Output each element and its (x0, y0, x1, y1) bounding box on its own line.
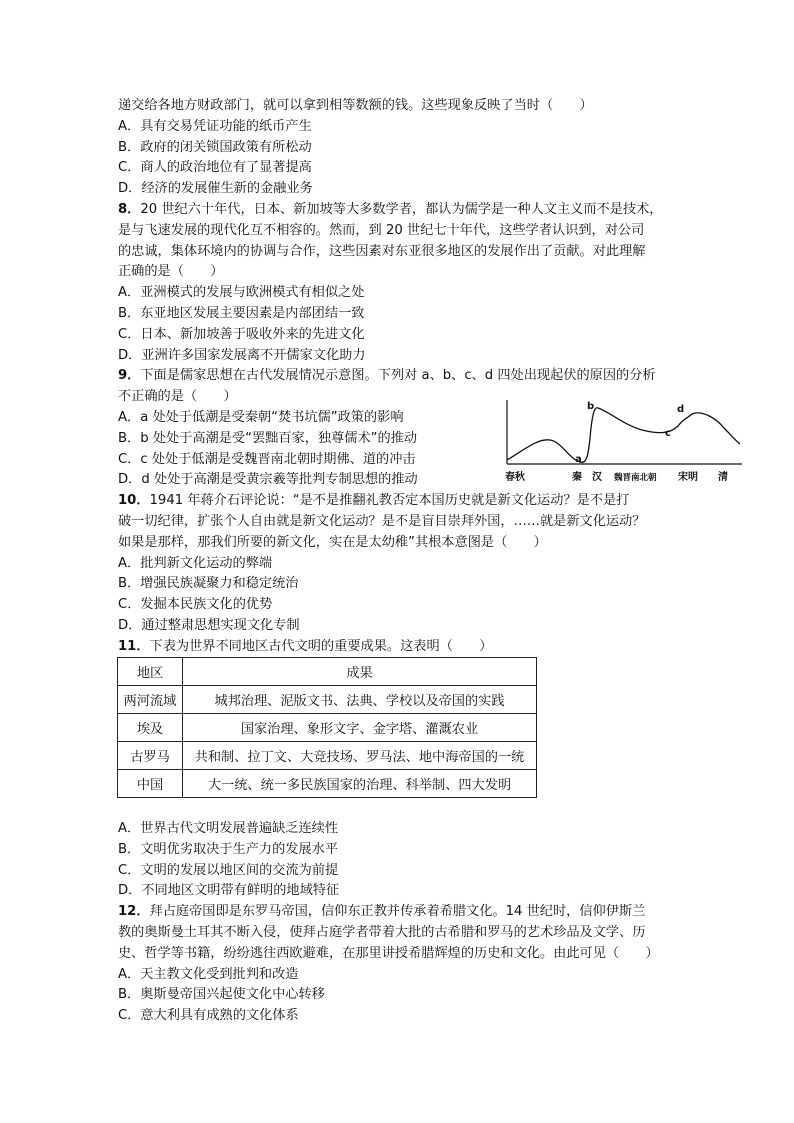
civilization-table (117, 657, 537, 798)
q8-option-c: C．日本、新加坡善于吸收外来的先进文化 (118, 326, 365, 342)
q9-stem-text-1: 下面是儒家思想在古代发展情况示意图。下列对 a、b、c、d 四处出现起伏的原因的分析 (140, 368, 656, 384)
q10-stem-line-2: 破一切纪律，扩张个人自由就是新文化运动？是不是盲目崇拜外国，……就是新文化运动？ (118, 513, 646, 529)
q12-option-a: A．天主教文化受到批判和改造 (118, 966, 299, 982)
chart-point-b: b (587, 401, 595, 412)
q8-stem-line-4: 正确的是（ ） (118, 264, 224, 280)
table-cell-region: 埃及 (118, 714, 183, 742)
table-cell-region: 中国 (118, 770, 183, 798)
q8-number: 8． (118, 201, 141, 217)
table-header-achievement: 成果 (183, 658, 537, 686)
q7-option-d: D．经济的发展催生新的金融业务 (118, 181, 313, 197)
chart-trend-curve (507, 408, 740, 463)
q9-number: 9． (118, 368, 141, 384)
q11-stem-text: 下表为世界不同地区古代文明的重要成果。这表明（ ） (149, 638, 493, 654)
q8-option-d: D．亚洲许多国家发展离不开儒家文化助力 (118, 347, 366, 363)
q9-stem-line-1 (118, 366, 678, 387)
table-header-row (118, 658, 537, 686)
document-page-lower (118, 819, 678, 1027)
table-cell-achievement: 大一统、统一多民族国家的治理、科举制、四大发明 (183, 770, 537, 798)
q10-option-b: B．增强民族凝聚力和稳定统治 (118, 576, 299, 592)
q10-option-a: A．批判新文化运动的弊端 (118, 555, 273, 571)
q8-stem-line-2: 是与飞速发展的现代化互不相容的。然而，到 20 世纪七十年代，这些学者认识到，对公司 (118, 222, 645, 238)
q8-option-a: A．亚洲模式的发展与欧洲模式有相似之处 (118, 285, 365, 301)
q10-option-d: D．通过整肃思想实现文化专制 (118, 617, 300, 633)
table-row (118, 742, 537, 770)
q9-option-a: A．a 处处于低潮是受秦朝“焚书坑儒”政策的影响 (118, 409, 404, 425)
q11-option-a: A．世界古代文明发展普遍缺乏连续性 (118, 821, 339, 836)
q12-number: 12． (118, 904, 150, 920)
table-header-region: 地区 (118, 658, 183, 686)
chart-point-a: a (575, 454, 582, 465)
chart-period-weijin: 魏晋南北朝 (614, 473, 657, 483)
table-cell-region: 古罗马 (118, 742, 183, 770)
q12-stem-text-1: 拜占庭帝国即是东罗马帝国，信仰东正教并传承着希腊文化。14 世纪时，信仰伊斯兰 (149, 904, 646, 920)
table-cell-achievement: 共和制、拉丁文、大竞技场、罗马法、地中海帝国的一统 (183, 742, 537, 770)
chart-period-songming: 宋明 (678, 472, 698, 483)
q10-stem-line-3: 如果是那样，那我们所要的新文化，实在是太幼稚”其根本意图是（ ） (118, 534, 547, 550)
q11-option-b: B．文明优劣取决于生产力的发展水平 (118, 841, 339, 857)
chart-point-d: d (677, 404, 685, 415)
q7-stem-continuation: 递交给各地方财政部门，就可以拿到相等数额的钱。这些现象反映了当时（ ） (118, 98, 593, 113)
q12-stem-line-3: 史、哲学等书籍，纷纷逃往西欧避难，在那里讲授希腊辉煌的历史和文化。由此可见（ ） (118, 945, 659, 961)
q8-stem-line-3: 的忠诚，集体环境内的协调与合作，这些因素对东亚很多地区的发展作出了贡献。对此理解 (118, 243, 646, 259)
confucianism-trend-chart (502, 398, 742, 490)
q10-stem-line-1 (118, 491, 678, 512)
q12-option-b: B．奥斯曼帝国兴起使文化中心转移 (118, 987, 325, 1003)
q9-option-d: D．d 处处于高潮是受黄宗羲等批判专制思想的推动 (118, 472, 418, 488)
table-cell-achievement: 城邦治理、泥版文书、法典、学校以及帝国的实践 (183, 686, 537, 714)
q12-stem-line-2: 教的奥斯曼土耳其不断入侵，使拜占庭学者带着大批的古希腊和罗马的艺术珍品及文学、历 (118, 924, 646, 940)
q8-option-b: B．东亚地区发展主要因素是内部团结一致 (118, 305, 365, 321)
q10-number: 10． (118, 493, 150, 509)
q9-stem-line-2: 不正确的是（ ） (118, 389, 237, 405)
chart-point-c: c (665, 428, 671, 439)
q11-option-d: D．不同地区文明带有鲜明的地域特征 (118, 883, 340, 899)
q10-option-c: C．发掘本民族文化的优势 (118, 597, 273, 613)
q8-stem-line-1 (118, 200, 678, 221)
chart-period-han: 汉 (592, 472, 602, 483)
q8-stem-text-1: 20 世纪六十年代，日本、新加坡等大多数学者，都认为儒学是一种人文主义而不是技术， (140, 201, 663, 217)
chart-period-qin: 秦 (572, 472, 582, 483)
q9-option-c: C．c 处处于低潮是受魏晋南北朝时期佛、道的冲击 (118, 451, 416, 467)
document-page (118, 96, 678, 658)
q12-stem-line-1 (118, 902, 678, 923)
q7-option-b: B．政府的闭关锁国政策有所松动 (118, 139, 312, 155)
table-row (118, 686, 537, 714)
q11-number: 11． (118, 638, 150, 654)
table-row (118, 770, 537, 798)
q11-option-c: C．文明的发展以地区间的交流为前提 (118, 862, 339, 878)
q10-stem-text-1: 1941 年蒋介石评论说：“是不是推翻礼教否定本国历史就是新文化运动？是不是打 (149, 493, 630, 509)
table-row (118, 714, 537, 742)
table-cell-achievement: 国家治理、象形文字、金字塔、灌溉农业 (183, 714, 537, 742)
q7-option-c: C．商人的政治地位有了显著提高 (118, 160, 312, 176)
chart-period-qing: 清 (718, 472, 728, 483)
q11-stem-line (118, 637, 678, 658)
chart-period-chunqiu: 春秋 (505, 472, 525, 483)
q7-option-a: A．具有交易凭证功能的纸币产生 (118, 118, 312, 134)
q9-option-b: B．b 处处于高潮是受“罢黜百家，独尊儒术”的推动 (118, 430, 418, 446)
q12-option-c: C．意大利具有成熟的文化体系 (118, 1008, 299, 1024)
table-cell-region: 两河流域 (118, 686, 183, 714)
